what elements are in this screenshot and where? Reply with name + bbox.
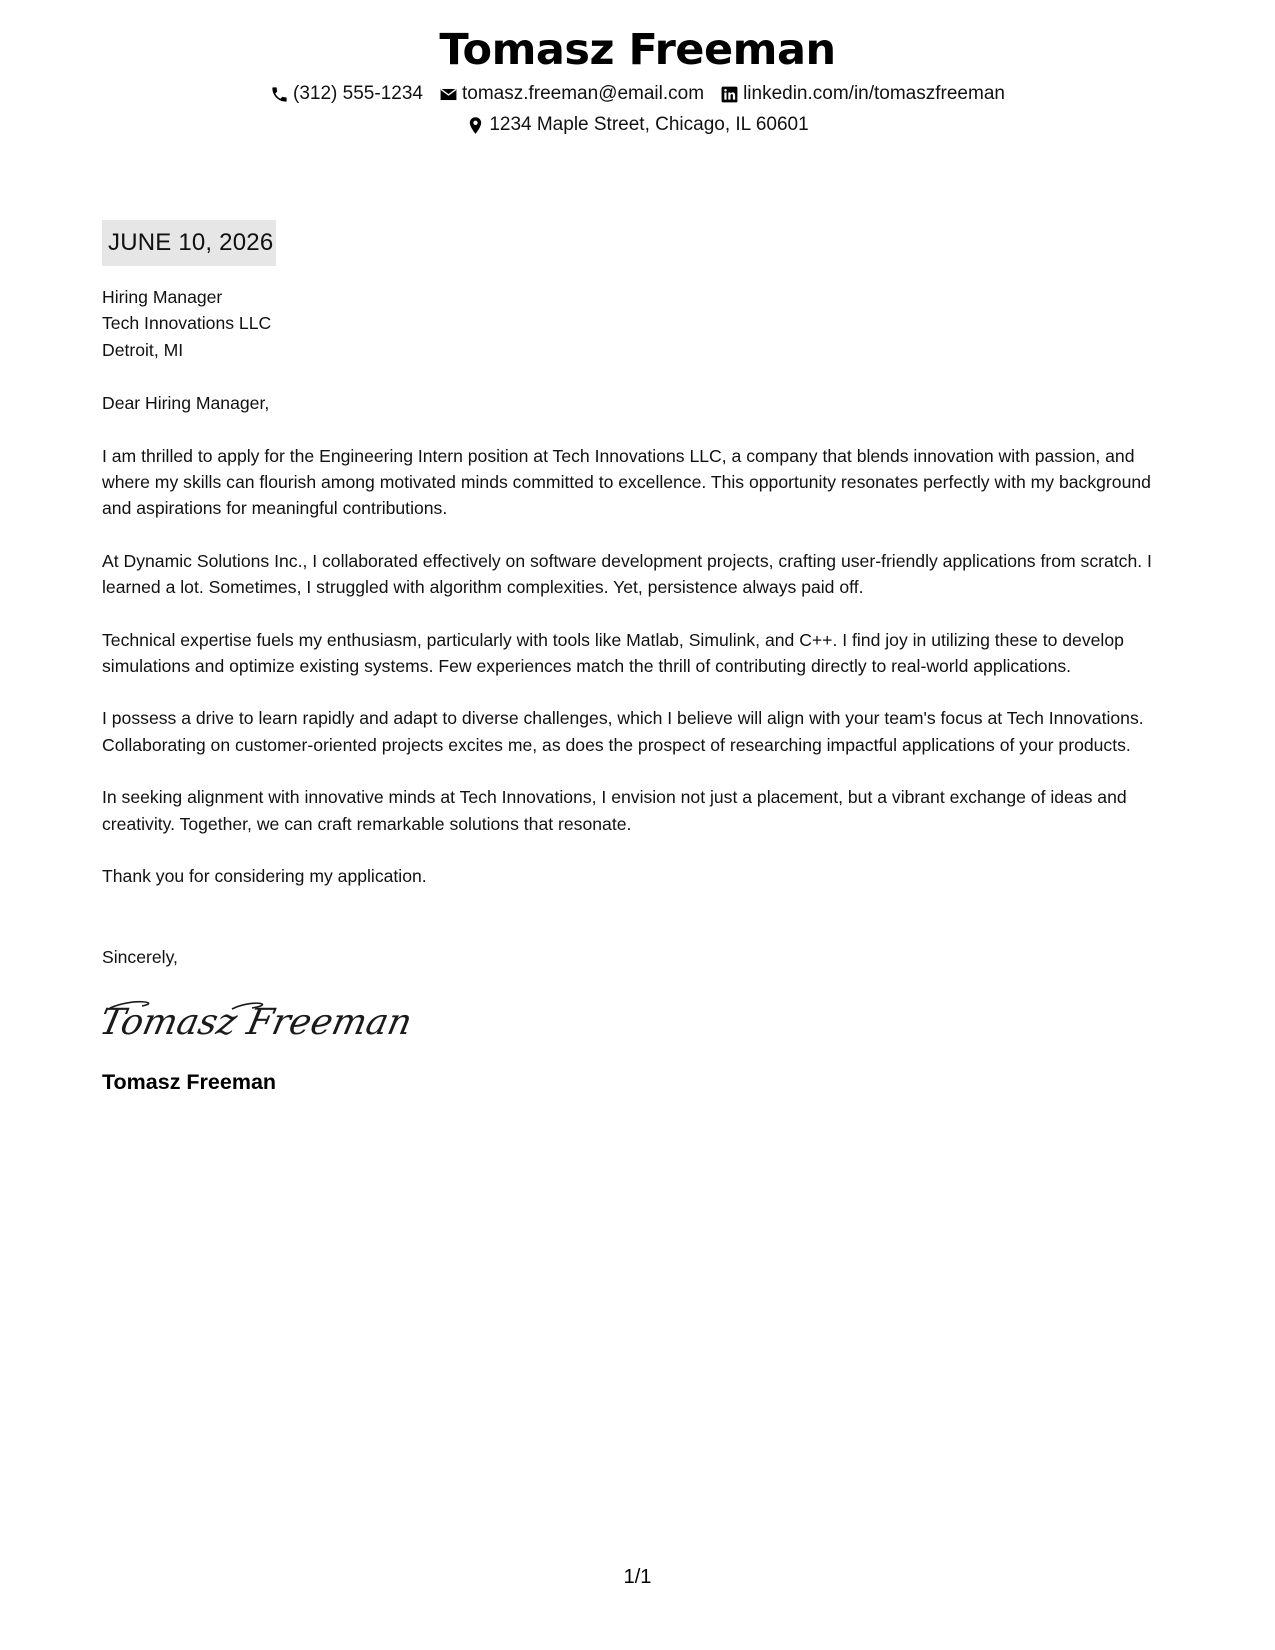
contact-row <box>0 80 1275 108</box>
contact-address <box>466 111 808 139</box>
phone-icon <box>270 85 289 104</box>
contact-linkedin <box>720 80 1005 108</box>
body-paragraph-4: I possess a drive to learn rapidly and adapt to diverse challenges, which I believe will align with your team's focus at Tech Innovations. Collaborating on customer-oriented projects excites me, as does the prospect of researching impactful applications of your products. <box>102 708 1144 755</box>
contact-email <box>439 80 704 108</box>
recipient-company: Tech Innovations LLC <box>102 313 272 334</box>
letter-date: JUNE 10, 2026 <box>102 220 276 266</box>
signer-name: Tomasz Freeman <box>102 1069 277 1094</box>
salutation: Dear Hiring Manager, <box>102 393 270 414</box>
body-paragraph-5: In seeking alignment with innovative minds at Tech Innovations, I envision not just a placement, but a vibrant exchange of ideas and creativity. Together, we can craft remarkable solutions that resonate. <box>102 787 1127 834</box>
body-paragraph-3: Technical expertise fuels my enthusiasm, particularly with tools like Matlab, Simulink, and C++. I find joy in utilizing these to develop simulations and optimize existing systems. Few experiences match the thrill of contributing directly to real-world applications. <box>102 629 1124 677</box>
map-pin-icon <box>466 116 485 135</box>
envelope-icon <box>439 85 458 104</box>
address-row <box>0 111 1275 139</box>
page-number: 1/1 <box>623 1566 652 1588</box>
linkedin-icon <box>720 85 739 104</box>
body-paragraph-1: I am thrilled to apply for the Engineering Intern position at Tech Innovations LLC, a company that blends innovation with passion, and where my skills can flourish among motivated minds committed to excellence. This opportunity resonates perfectly with my background and aspirations for meaningful contributions. <box>102 445 1151 519</box>
body-paragraph-2: At Dynamic Solutions Inc., I collaborated effectively on software development projects, crafting user-friendly applications from scratch. I learned a lot. Sometimes, I struggled with algorithm complexities. Yet, persistence always paid off. <box>102 550 1152 598</box>
signature-image <box>96 996 416 1052</box>
phone-number: (312) 555-1234 <box>293 83 423 104</box>
letter-header <box>0 22 1275 139</box>
applicant-name: Tomasz Freeman <box>439 25 836 75</box>
contact-phone <box>270 80 423 108</box>
signoff: Sincerely, <box>102 946 178 967</box>
signature-glyphs: Tomasz Freeman <box>96 1000 416 1043</box>
recipient-title: Hiring Manager <box>102 287 223 307</box>
email-link[interactable]: tomasz.freeman@email.com <box>461 83 705 104</box>
recipient-block <box>102 284 1177 363</box>
handwritten-signature <box>96 996 1177 1052</box>
recipient-location: Detroit, MI <box>102 339 184 360</box>
closing-thanks: Thank you for considering my application. <box>102 866 427 887</box>
letter-body <box>96 284 1177 1097</box>
linkedin-link[interactable]: linkedin.com/in/tomaszfreeman <box>743 83 1005 104</box>
street-address: 1234 Maple Street, Chicago, IL 60601 <box>489 114 809 135</box>
